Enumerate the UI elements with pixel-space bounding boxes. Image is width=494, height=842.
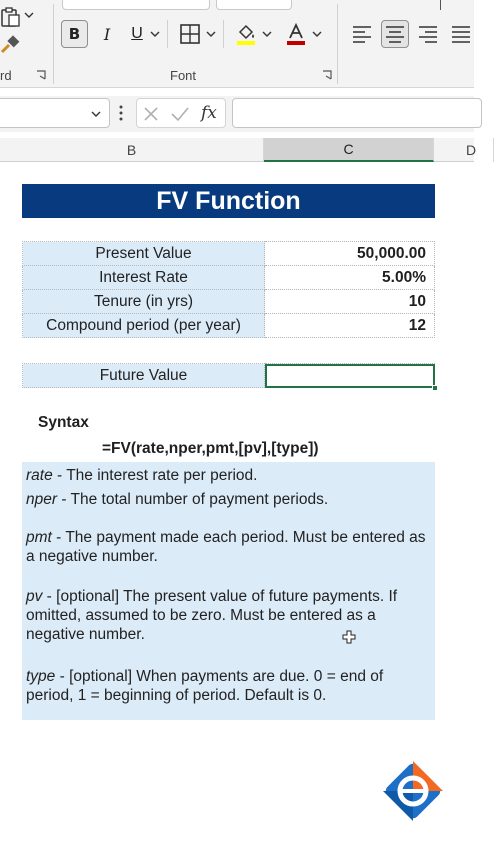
italic-button[interactable]: I <box>103 24 111 44</box>
dialog-launcher-icon[interactable] <box>36 70 46 80</box>
arg-name: nper <box>26 491 58 508</box>
arg-description: - [optional] The present value of future payments. If omitted, assumed to be zero. Must be entered as a negative number. <box>26 588 398 643</box>
table-row <box>23 266 435 290</box>
group-separator <box>167 20 168 48</box>
enter-icon[interactable] <box>171 106 189 122</box>
wrap-text-icon <box>451 25 471 43</box>
align-right-icon <box>418 25 438 43</box>
ribbon <box>0 0 474 88</box>
name-box[interactable] <box>0 98 110 128</box>
input-label[interactable]: Tenure (in yrs) <box>23 290 265 314</box>
borders-icon[interactable] <box>180 24 200 44</box>
column-header-d[interactable]: D <box>434 138 494 162</box>
group-separator <box>223 20 224 48</box>
table-row <box>23 314 435 338</box>
chevron-down-icon[interactable] <box>312 29 322 39</box>
align-left-icon <box>352 25 372 43</box>
cancel-icon[interactable] <box>143 106 159 122</box>
arg-pmt <box>26 528 428 566</box>
arg-description: - The interest rate per period. <box>52 467 258 484</box>
syntax-formula: =FV(rate,nper,pmt,[pv],[type]) <box>102 440 319 457</box>
ribbon-edge-mark <box>440 0 441 10</box>
more-options-icon[interactable] <box>118 104 124 122</box>
arg-nper <box>26 490 428 509</box>
input-value[interactable]: 5.00% <box>265 266 435 290</box>
group-separator <box>53 4 54 84</box>
syntax-title: Syntax <box>38 414 89 431</box>
paste-icon[interactable] <box>0 6 22 28</box>
clipboard-group-label: rd <box>0 68 12 83</box>
font-size-box[interactable] <box>216 0 292 10</box>
arg-pv <box>26 587 428 644</box>
formula-input[interactable] <box>232 98 482 128</box>
align-left-button[interactable] <box>348 20 376 48</box>
sheet-title: FV Function <box>22 184 435 218</box>
arg-name: rate <box>26 467 53 484</box>
clipboard-group <box>0 0 52 88</box>
bold-button[interactable]: B <box>61 20 88 48</box>
fill-color-icon[interactable] <box>234 22 258 46</box>
column-headers <box>0 138 477 162</box>
chevron-down-icon[interactable] <box>206 29 216 39</box>
chevron-down-icon[interactable] <box>24 10 34 20</box>
arg-description: - The payment made each period. Must be entered as a negative number. <box>26 529 426 565</box>
input-label[interactable]: Present Value <box>23 242 265 266</box>
font-name-box[interactable] <box>62 0 210 10</box>
font-color-icon[interactable] <box>284 22 308 46</box>
input-value[interactable]: 10 <box>265 290 435 314</box>
arg-name: pmt <box>26 529 52 546</box>
table-row <box>23 364 435 388</box>
fill-handle[interactable] <box>432 385 438 391</box>
arg-rate <box>26 466 428 485</box>
insert-function-button[interactable]: fx <box>201 103 217 123</box>
table-row <box>23 242 435 266</box>
align-right-button[interactable] <box>414 20 442 48</box>
output-table <box>22 363 435 388</box>
input-value[interactable]: 50,000.00 <box>265 242 435 266</box>
arg-description: - [optional] When payments are due. 0 = end of period, 1 = beginning of period. Default is 0. <box>26 668 384 704</box>
input-label[interactable]: Interest Rate <box>23 266 265 290</box>
cell-cursor-icon <box>343 631 355 643</box>
underline-button[interactable]: U <box>131 25 143 42</box>
chevron-down-icon[interactable] <box>91 109 101 119</box>
output-label[interactable]: Future Value <box>23 364 265 388</box>
chevron-down-icon[interactable] <box>150 29 160 39</box>
brand-logo-icon <box>378 756 448 826</box>
future-value-cell[interactable] <box>265 364 435 388</box>
align-center-icon <box>385 25 405 43</box>
column-header-c[interactable]: C <box>264 138 434 162</box>
arguments-description <box>22 462 435 720</box>
input-value[interactable]: 12 <box>265 314 435 338</box>
arg-name: type <box>26 668 56 685</box>
table-row <box>23 290 435 314</box>
group-separator <box>337 4 338 84</box>
format-painter-icon[interactable] <box>0 34 20 54</box>
formula-bar <box>0 96 474 132</box>
formula-controls <box>136 98 226 128</box>
chevron-down-icon[interactable] <box>262 29 272 39</box>
inputs-table <box>22 241 435 338</box>
arg-type <box>26 667 428 705</box>
align-center-button[interactable] <box>381 20 409 48</box>
arg-name: pv <box>26 588 43 605</box>
column-header-b[interactable]: B <box>0 138 264 162</box>
dialog-launcher-icon[interactable] <box>322 70 332 80</box>
wrap-text-button[interactable] <box>448 20 474 48</box>
arg-description: - The total number of payment periods. <box>57 491 329 508</box>
input-label[interactable]: Compound period (per year) <box>23 314 265 338</box>
font-group-label: Font <box>170 68 197 83</box>
